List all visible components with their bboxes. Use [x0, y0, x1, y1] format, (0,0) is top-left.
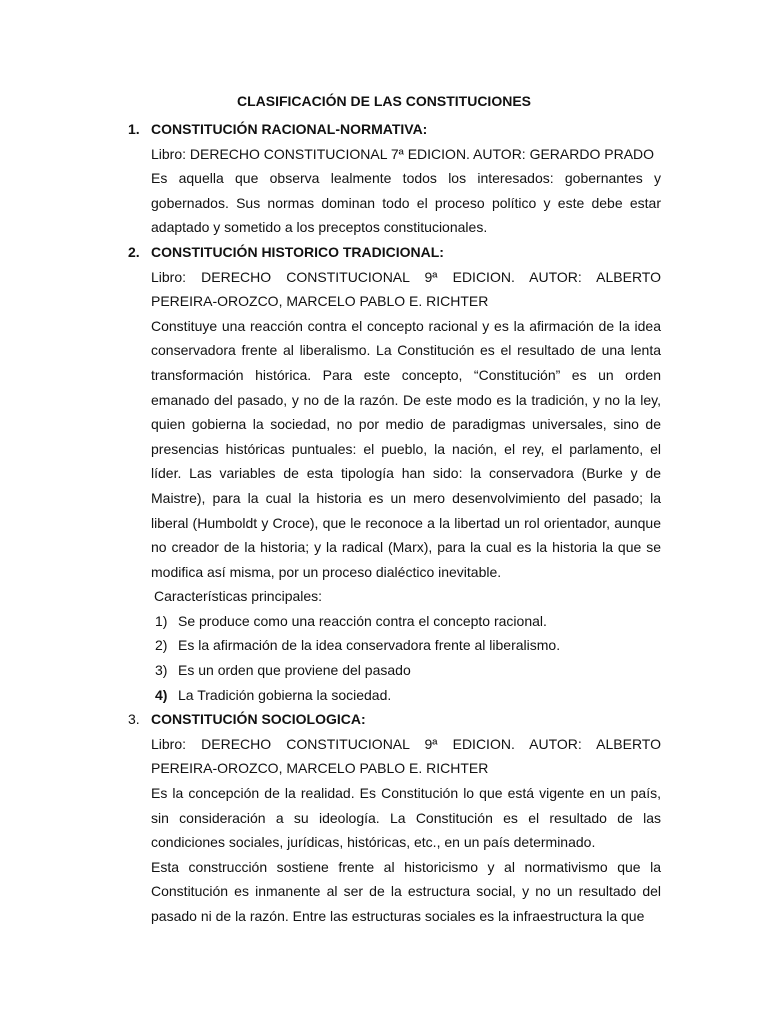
list-item [0, 683, 768, 708]
list-item-number: 1) [155, 612, 168, 629]
source-line: Libro: DERECHO CONSTITUCIONAL 9ª EDICION. AUTOR: ALBERTO PEREIRA-OROZCO, MARCELO PABLO E. RICHTER [151, 268, 661, 310]
section-heading [0, 240, 768, 265]
source-line: Libro: DERECHO CONSTITUCIONAL 7ª EDICION. AUTOR: GERARDO PRADO [151, 145, 655, 162]
document-title: CLASIFICACIÓN DE LAS CONSTITUCIONES [236, 93, 531, 109]
characteristics-title: Características principales: [154, 588, 323, 605]
body-paragraph: Es la concepción de la realidad. Es Constitución lo que está vigente en un país, sin consideración a su ideología. La Constitución es el resultado de las condiciones sociales, jurídicas, históricas, etc., en un país determinado. [151, 785, 661, 851]
section-number: 2. [128, 243, 140, 260]
section-heading-text: CONSTITUCIÓN SOCIOLOGICA: [151, 711, 366, 728]
section-heading [0, 707, 768, 732]
list-item-number: 4) [155, 686, 168, 703]
section-heading [0, 117, 768, 142]
list-item [0, 658, 768, 683]
characteristics-list [0, 609, 768, 707]
source-line: Libro: DERECHO CONSTITUCIONAL 9ª EDICION. AUTOR: ALBERTO PEREIRA-OROZCO, MARCELO PABLO E. RICHTER [151, 735, 661, 777]
section-heading-text: CONSTITUCIÓN HISTORICO TRADICIONAL: [151, 243, 444, 260]
list-item [0, 633, 768, 658]
list-item-number: 2) [155, 637, 168, 654]
list-item-text: Es un orden que proviene del pasado [178, 662, 411, 679]
list-item-number: 3) [155, 662, 168, 679]
list-item-text: Se produce como una reacción contra el concepto racional. [178, 612, 547, 629]
section-number: 1. [128, 121, 140, 137]
section-number: 3. [128, 711, 140, 728]
list-item [0, 609, 768, 634]
list-item-text: La Tradición gobierna la sociedad. [178, 686, 392, 703]
section-heading-text: CONSTITUCIÓN RACIONAL-NORMATIVA: [151, 121, 428, 137]
document-body [0, 117, 768, 929]
list-item-text: Es la afirmación de la idea conservadora frente al liberalismo. [178, 637, 561, 654]
body-paragraph: Constituye una reacción contra el concepto racional y es la afirmación de la idea conservadora frente al liberalismo. La Constitución es el resultado de una lenta transformación histórica. Para este concepto, “Constitución” es un orden emanado del pasado, y no de la razón. De este modo es la tradición, y no la ley, quien gobierna la sociedad, no por medio de paradigmas universales, sino de presencias históricas puntuales: el pueblo, la nación, el rey, el parlamento, el líder. Las variables de esta tipología han sido: la conservadora (Burke y de Maistre), para la cual la historia es un mero desenvolvimiento del pasado; la liberal (Humboldt y Croce), que le reconoce a la libertad un rol orientador, aunque no creador de la historia; y la radical (Marx), para la cual es la historia la que se modifica así misma, por un proceso dialéctico inevitable. [151, 317, 661, 580]
body-paragraph: Es aquella que observa lealmente todos los interesados: gobernantes y gobernados. Sus normas dominan todo el proceso político y este debe estar adaptado y sometido a los preceptos constitucionales. [151, 170, 661, 236]
body-paragraph: Esta construcción sostiene frente al historicismo y al normativismo que la Constitución es inmanente al ser de la estructura social, y no un resultado del pasado ni de la razón. Entre las estructuras sociales es la infraestructura la que [151, 858, 661, 924]
